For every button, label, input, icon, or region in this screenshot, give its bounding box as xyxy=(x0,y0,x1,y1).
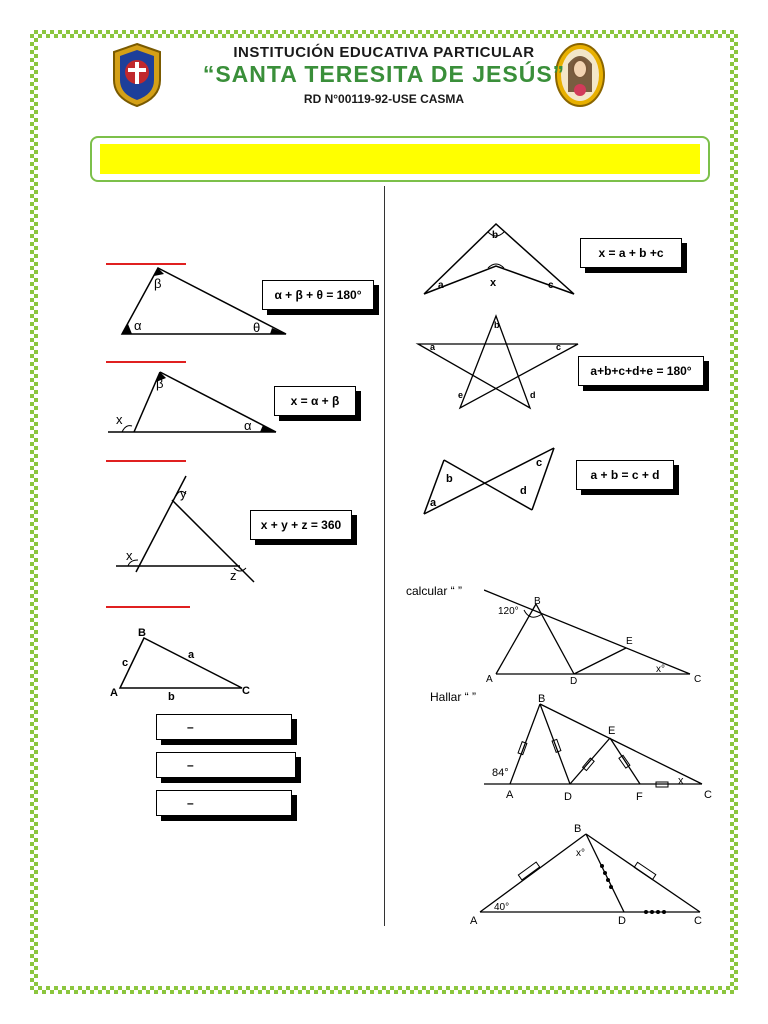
svg-text:c: c xyxy=(122,657,129,669)
column-divider xyxy=(384,186,385,926)
svg-text:C: C xyxy=(704,789,712,801)
svg-text:B: B xyxy=(574,823,582,835)
svg-text:x: x xyxy=(678,775,684,787)
svg-text:84°: 84° xyxy=(492,767,509,779)
problem-2-figure xyxy=(484,692,716,804)
star-figure xyxy=(412,312,584,412)
svg-text:A: A xyxy=(506,789,514,801)
school-name: “SANTA TERESITA DE JESÚS” xyxy=(202,61,566,87)
school-resolution: RD N°00119-92-USE CASMA xyxy=(303,92,465,106)
svg-text:x: x xyxy=(116,412,123,427)
svg-text:b: b xyxy=(446,473,453,485)
problem-1-figure xyxy=(484,586,706,686)
svg-text:b: b xyxy=(492,230,499,241)
title-banner xyxy=(100,144,700,174)
triangle-sides-figure xyxy=(104,624,264,704)
svg-text:x: x xyxy=(126,548,133,563)
svg-text:40°: 40° xyxy=(494,902,510,913)
svg-text:B: B xyxy=(138,627,146,639)
svg-text:C: C xyxy=(242,685,250,697)
triangle-exterior-angle-figure xyxy=(108,366,278,436)
boomerang-figure xyxy=(418,212,580,304)
svg-text:e: e xyxy=(458,390,464,400)
formula-angle-sum: α + β + θ = 180° xyxy=(262,280,374,310)
svg-text:a: a xyxy=(430,497,437,509)
svg-text:b: b xyxy=(494,320,500,330)
formula-bowtie: a + b = c + d xyxy=(576,460,674,490)
inequality-box-1: – xyxy=(156,714,292,740)
svg-text:120°: 120° xyxy=(498,606,519,617)
svg-text:F: F xyxy=(636,791,643,803)
bowtie-figure xyxy=(414,444,560,520)
svg-text:x: x xyxy=(490,277,497,289)
svg-text:E: E xyxy=(626,636,633,647)
svg-text:A: A xyxy=(486,674,493,685)
svg-text:θ: θ xyxy=(253,320,261,335)
triangle-exterior-sum-figure xyxy=(116,474,260,586)
svg-text:B: B xyxy=(538,693,546,705)
svg-text:z: z xyxy=(230,568,237,583)
svg-text:E: E xyxy=(608,725,616,737)
red-rule-2 xyxy=(106,361,186,363)
svg-text:β: β xyxy=(156,376,164,391)
svg-text:D: D xyxy=(570,676,578,686)
svg-text:x°: x° xyxy=(576,848,585,859)
inequality-box-2: – xyxy=(156,752,296,778)
red-rule-3 xyxy=(106,460,186,462)
formula-star: a+b+c+d+e = 180° xyxy=(578,356,704,386)
svg-text:d: d xyxy=(530,390,536,400)
svg-text:d: d xyxy=(520,485,527,497)
problem-1-prompt: calcular “ ” xyxy=(406,584,463,598)
svg-text:D: D xyxy=(564,791,572,803)
svg-text:C: C xyxy=(694,674,702,685)
svg-text:b: b xyxy=(168,691,175,703)
svg-text:a: a xyxy=(430,342,436,352)
svg-text:x°: x° xyxy=(656,664,665,675)
svg-text:A: A xyxy=(470,915,478,927)
svg-text:C: C xyxy=(694,915,702,927)
svg-text:A: A xyxy=(110,687,118,699)
svg-text:β: β xyxy=(154,276,162,291)
svg-text:y: y xyxy=(180,486,187,501)
problem-3-figure xyxy=(466,820,710,928)
svg-text:B: B xyxy=(534,596,541,607)
formula-exterior-angle: x = α + β xyxy=(274,386,356,416)
svg-text:c: c xyxy=(548,280,554,291)
svg-text:D: D xyxy=(618,915,626,927)
red-rule-4 xyxy=(106,606,190,608)
svg-text:c: c xyxy=(536,457,543,469)
svg-text:c: c xyxy=(556,342,562,352)
inequality-box-3: – xyxy=(156,790,292,816)
svg-text:α: α xyxy=(244,418,252,433)
svg-text:α: α xyxy=(134,318,142,333)
formula-exterior-sum: x + y + z = 360 xyxy=(250,510,352,540)
formula-boomerang: x = a + b +c xyxy=(580,238,682,268)
school-type: INSTITUCIÓN EDUCATIVA PARTICULAR xyxy=(233,44,535,61)
problem-2-prompt: Hallar “ ” xyxy=(430,690,477,704)
svg-text:a: a xyxy=(438,280,444,291)
svg-text:a: a xyxy=(188,649,195,661)
